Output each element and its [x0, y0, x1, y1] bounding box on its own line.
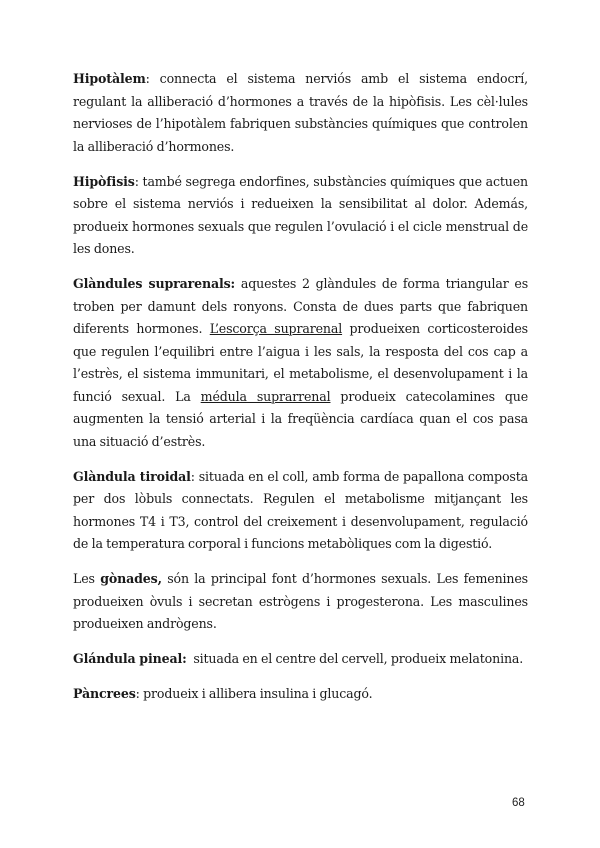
paragraph-hipofisis: Hipòfisis: també segrega endorfines, substàncies químiques que actuen sobre el sistema nerviós i redueixen la sensibilitat al dolor. Además, produeix hormones sexuals que regulen l’ovulació i el cicle menstrual de les dones. [73, 173, 528, 256]
paragraph-text: situada en el coll, amb forma de papallona composta per dos lòbuls connectats. Regulen el metabolisme mitjançant les hormones T4 i T3, control del creixement i desenvolupament, regulació de la temperatura corporal i funcions metabòliques com la digestió. [73, 468, 528, 551]
paragraph-tiroidal: Glàndula tiroidal: situada en el coll, amb forma de papallona composta per dos lòbuls connectats. Regulen el metabolisme mitjançant les hormones T4 i T3, control del creixement i desenvolupament, regulació de la temperatura corporal i funcions metabòliques com la digestió. [73, 468, 528, 551]
term-suprarenals: Glàndules suprarenals: [73, 276, 236, 291]
underlined-escorca: L’escorça suprarenal [209, 321, 343, 336]
paragraph-text: són la principal font d’hormones sexuals. Les femenines produeixen òvuls i secretan estrògens i progesterona. Les masculines produeixen andrògens. [73, 571, 528, 631]
term-hipotalem: Hipotàlem [73, 71, 146, 86]
term-pineal: Glándula pineal: [73, 651, 187, 666]
paragraph-hipotalem: Hipotàlem: connecta el sistema nerviós amb el sistema endocrí, regulant la alliberació d’hormones a través de la hipòfisis. Les cèl·lules nervioses de l’hipotàlem fabriquen substàncies químiques que controlen la alliberació d’hormones. [73, 71, 528, 154]
term-pancrees: Pàncrees [73, 686, 136, 701]
paragraph-text: també segrega endorfines, substàncies químiques que actuen sobre el sistema nerviós i redueixen la sensibilitat al dolor. Además, produeix hormones sexuals que regulen l’ovulació i el cicle menstrual de les dones. [73, 173, 528, 256]
term-hipofisis: Hipòfisis [73, 173, 135, 189]
paragraph-text: produeixen corticosteroides que regulen l’equilibri entre l’aigua i les sals, la resposta del cos cap a l’estrès, el sistema immunitari, el metabolisme, el desenvolupament i la funció sexual. La [73, 321, 528, 404]
term-gonades: gònades, [100, 571, 162, 586]
paragraph-pancrees: Pàncrees: produeix i allibera insulina i glucagó. [73, 686, 373, 701]
page-number: 68 [512, 797, 525, 809]
paragraph-gonades: Les gònades, són la principal font d’hormones sexuals. Les femenines produeixen òvuls i secretan estrògens i progesterona. Les masculines produeixen andrògens. [73, 571, 528, 631]
paragraph-pineal [73, 648, 528, 671]
paragraph-text: connecta el sistema nerviós amb el sistema endocrí, regulant la alliberació d’hormones a través de la hipòfisis. Les cèl·lules nervioses de l’hipotàlem fabriquen substàncies químiques que controlen la alliberació d’hormones. [73, 71, 528, 154]
underlined-medula: médula suprarrenal [200, 388, 331, 404]
paragraph-text: aquestes 2 glàndules de forma triangular es troben per damunt dels ronyons. Consta de dues parts que fabriquen diferents hormones. [73, 276, 529, 336]
term-tiroidal: Glàndula tiroidal [73, 468, 191, 484]
paragraph-suprarenals [73, 273, 528, 453]
paragraph-text: produeix catecolamines que augmenten la tensió arterial i la freqüència cardíaca quan el cos pasa una situació d’estrès. [73, 388, 529, 449]
document-body [73, 68, 528, 718]
paragraph-text: situada en el centre del cervell, produeix melatonina. [186, 651, 524, 666]
paragraph-text: produeix i allibera insulina i glucagó. [139, 686, 373, 701]
